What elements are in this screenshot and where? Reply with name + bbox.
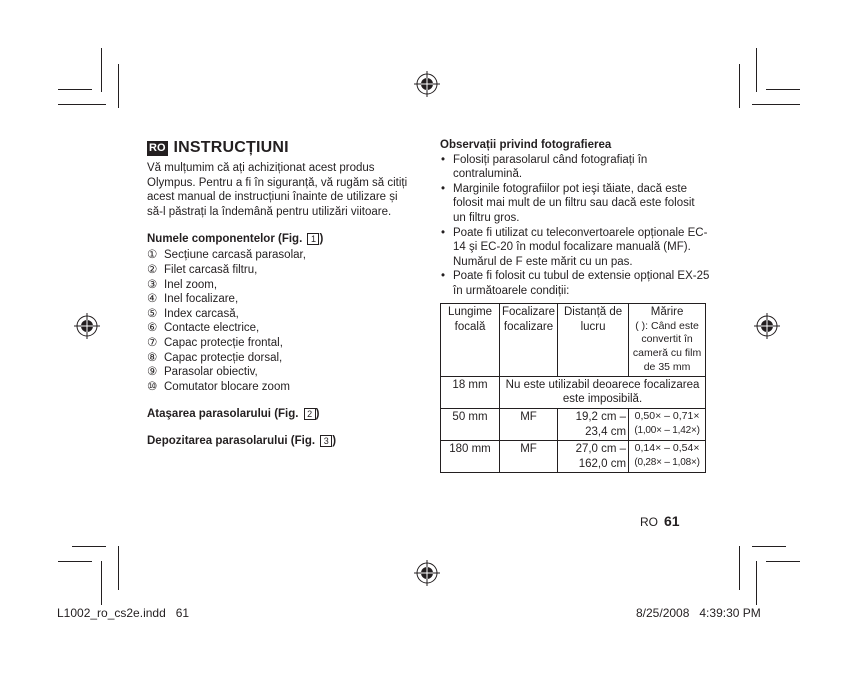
item-number: ③ <box>147 278 158 291</box>
item-label: Inel zoom, <box>164 278 218 291</box>
crop-mark <box>752 546 786 547</box>
list-item: • Poate fi folosit cu tubul de extensie opțional EX-25 în următoarele condiții: <box>440 269 710 298</box>
item-number: ⑥ <box>147 322 158 335</box>
item-number: ⑤ <box>147 307 158 320</box>
item-number: ④ <box>147 293 158 306</box>
list-item <box>147 292 409 307</box>
crop-mark <box>118 64 119 108</box>
observations-heading: Observații privind fotografierea <box>440 139 612 151</box>
cell-mag: 0,50× – 0,71× <box>634 409 700 422</box>
crop-mark <box>766 561 800 562</box>
language-badge: RO <box>149 141 166 154</box>
right-column <box>440 138 710 470</box>
header-focal-length: Lungime focală <box>441 304 500 377</box>
storage-heading-text: Depozitarea parasolarului (Fig. <box>147 435 316 448</box>
item-number: ⑧ <box>147 351 158 364</box>
cell-focal: 50 mm <box>441 408 500 440</box>
cell-focal: 180 mm <box>441 441 500 473</box>
header-magnification-note: ( ): Când este convertit în cameră cu film de 35 mm <box>632 319 702 373</box>
attach-heading <box>147 407 409 422</box>
heading-close: ) <box>315 408 320 421</box>
item-label: Filet carcasă filtru, <box>164 263 258 276</box>
item-number: ⑦ <box>147 336 158 349</box>
attach-heading-text: Ataşarea parasolarului (Fig. <box>147 408 299 421</box>
intro-paragraph: Vă mulțumim că ați achiziționat acest produs Olympus. Pentru a fi în siguranță, vă rugăm să citiți acest manual de instrucțiuni înainte de utilizare și să-l păstrați la îndemână pentru utilizări viitoare. <box>147 162 408 218</box>
crop-mark <box>739 546 740 590</box>
item-label: Index carcasă, <box>164 307 239 320</box>
storage-heading <box>147 434 409 449</box>
crop-mark <box>756 561 757 605</box>
footer-filename: L1002_ro_cs2e.indd 61 <box>57 606 190 620</box>
extension-tube-table <box>440 303 706 473</box>
cell-distance: 19,2 cm – 23,4 cm <box>558 408 629 440</box>
crop-mark <box>118 546 119 590</box>
item-label: Secțiune carcasă parasolar, <box>164 249 306 262</box>
table-row <box>441 441 706 473</box>
header-magnification <box>629 304 706 377</box>
page-lang: RO <box>640 515 658 529</box>
list-item <box>147 336 409 351</box>
list-item <box>147 351 409 366</box>
page-num: 61 <box>664 513 680 529</box>
crop-mark <box>756 48 757 92</box>
components-heading-text: Numele componentelor (Fig. <box>147 233 303 246</box>
components-list <box>147 248 409 394</box>
list-item <box>147 307 409 322</box>
item-label: Inel focalizare, <box>164 293 239 306</box>
registration-mark-icon <box>74 313 100 339</box>
list-item: • Marginile fotografiilor pot ieşi tăiate, dacă este folosit mai mult de un filtru sau dacă este folosit un filtru gros. <box>440 182 710 226</box>
item-number: ⑨ <box>147 366 158 379</box>
crop-mark <box>72 546 106 547</box>
header-focus: Focalizare focalizare <box>500 304 558 377</box>
cell-note: Nu este utilizabil deoarece focalizarea este imposibilă. <box>500 376 706 408</box>
list-item: • Folosiți parasolarul când fotografiați în contralumină. <box>440 153 710 182</box>
cell-focus: MF <box>500 408 558 440</box>
crop-mark <box>766 89 800 90</box>
list-item <box>147 321 409 336</box>
figure-reference: 3 <box>320 435 332 447</box>
components-heading <box>147 232 409 247</box>
list-item <box>147 365 409 380</box>
registration-mark-icon <box>754 313 780 339</box>
list-item: • Poate fi utilizat cu teleconvertoarele opționale EC-14 şi EC-20 în modul focalizare manuală (MF). Numărul de F este mărit cu un pas. <box>440 226 710 270</box>
crop-mark <box>58 89 92 90</box>
crop-mark <box>752 104 800 105</box>
item-label: Capac protecție frontal, <box>164 336 283 349</box>
table-header-row <box>441 304 706 377</box>
crop-mark <box>58 104 106 105</box>
page-title: INSTRUCȚIUNI <box>173 139 289 156</box>
cell-mag-35mm: (0,28× – 1,08×) <box>634 456 700 468</box>
cell-focus: MF <box>500 441 558 473</box>
crop-mark <box>101 48 102 92</box>
cell-focal: 18 mm <box>441 376 500 408</box>
heading-close: ) <box>332 435 337 448</box>
figure-reference: 1 <box>307 233 319 245</box>
table-row <box>441 376 706 408</box>
list-item <box>147 278 409 293</box>
table-row <box>441 408 706 440</box>
observations-list <box>440 153 710 299</box>
header-working-distance: Distanță de lucru <box>558 304 629 377</box>
item-label: Parasolar obiectiv, <box>164 366 258 379</box>
list-item <box>147 263 409 278</box>
crop-mark <box>739 64 740 108</box>
figure-reference: 2 <box>304 408 316 420</box>
cell-magnification <box>629 441 706 473</box>
item-number: ② <box>147 263 158 276</box>
crop-mark <box>101 561 102 605</box>
header-magnification-title: Mărire <box>650 306 684 318</box>
cell-distance: 27,0 cm – 162,0 cm <box>558 441 629 473</box>
registration-mark-icon <box>414 560 440 586</box>
heading-close: ) <box>319 233 324 246</box>
cell-mag-35mm: (1,00× – 1,42×) <box>634 424 700 436</box>
item-label: Capac protecție dorsal, <box>164 351 283 364</box>
list-item <box>147 248 409 263</box>
item-label: Comutator blocare zoom <box>164 380 290 393</box>
item-label: Contacte electrice, <box>164 322 260 335</box>
cell-mag: 0,14× – 0,54× <box>634 442 700 455</box>
title-row <box>147 138 409 158</box>
left-column <box>147 138 409 449</box>
item-number: ⑩ <box>147 380 158 393</box>
page-number <box>640 513 680 529</box>
crop-mark <box>58 561 92 562</box>
list-item <box>147 380 409 395</box>
item-number: ① <box>147 249 158 262</box>
footer-timestamp: 8/25/2008 4:39:30 PM <box>636 606 761 620</box>
registration-mark-icon <box>414 71 440 97</box>
cell-magnification <box>629 408 706 440</box>
